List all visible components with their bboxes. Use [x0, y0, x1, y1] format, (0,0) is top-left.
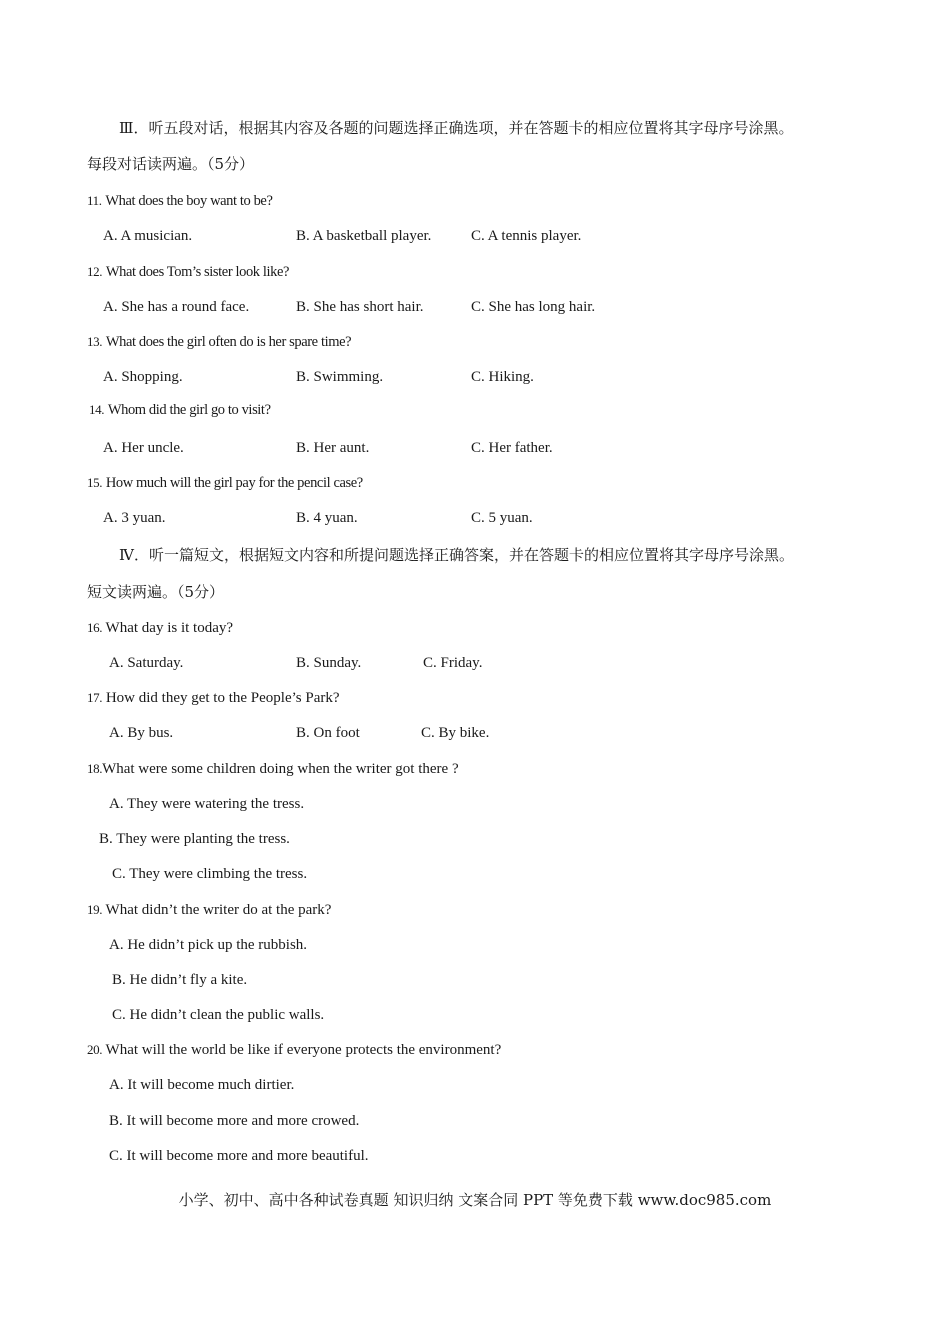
question-text: How did they get to the People’s Park? [105, 690, 340, 706]
q18-option-c: C. They were climbing the tress. [112, 866, 308, 882]
q12-option-b: B. She has short hair. [296, 299, 424, 315]
q15-option-a: A. 3 yuan. [103, 510, 166, 526]
q19-option-b: B. He didn’t fly a kite. [112, 972, 248, 988]
question-number: 18. [87, 761, 103, 776]
q20-option-a: A. It will become much dirtier. [109, 1077, 295, 1093]
question-19 [87, 900, 331, 920]
question-text: Whom did the girl go to visit? [107, 402, 271, 418]
section4-instruction-line1: Ⅳ．听一篇短文，根据短文内容和所提问题选择正确答案，并在答题卡的相应位置将其字母序号涂黑。 [119, 546, 794, 564]
question-number: 16. [87, 620, 103, 635]
question-14 [89, 400, 271, 420]
question-text: What does the girl often do is her spare time? [105, 334, 352, 350]
question-15 [87, 473, 363, 493]
question-20 [87, 1040, 501, 1060]
q17-option-b: B. On foot [296, 725, 360, 741]
question-number: 14. [89, 402, 105, 417]
question-number: 11. [87, 193, 102, 208]
q19-option-a: A. He didn’t pick up the rubbish. [109, 937, 308, 953]
q11-option-a: A. A musician. [103, 228, 193, 244]
q16-option-b: B. Sunday. [296, 655, 362, 671]
footer-watermark-text: 小学、初中、高中各种试卷真题 知识归纳 文案合同 PPT 等免费下载 www.doc985.com [178, 1191, 772, 1209]
q12-option-a: A. She has a round face. [103, 299, 250, 315]
q20-option-b: B. It will become more and more crowed. [109, 1113, 360, 1129]
section4-instruction-line2: 短文读两遍。（5分） [87, 583, 225, 601]
q12-option-c: C. She has long hair. [471, 299, 596, 315]
question-text: What didn’t the writer do at the park? [105, 902, 332, 918]
question-12 [87, 262, 289, 282]
q17-option-c: C. By bike. [421, 725, 490, 741]
q16-option-c: C. Friday. [423, 655, 483, 671]
question-text: How much will the girl pay for the pencil case? [105, 475, 363, 491]
question-11 [87, 191, 273, 211]
q14-option-a: A. Her uncle. [103, 440, 184, 456]
question-13 [87, 332, 351, 352]
q18-option-b: B. They were planting the tress. [99, 831, 290, 847]
question-number: 12. [87, 264, 103, 279]
question-number: 15. [87, 475, 103, 490]
question-18 [87, 759, 459, 779]
question-17 [87, 688, 340, 708]
question-16 [87, 618, 233, 638]
q13-option-c: C. Hiking. [471, 369, 534, 385]
q20-option-c: C. It will become more and more beautiful. [109, 1148, 369, 1164]
question-text: What day is it today? [105, 620, 234, 636]
q14-option-c: C. Her father. [471, 440, 553, 456]
q13-option-a: A. Shopping. [103, 369, 183, 385]
q18-option-a: A. They were watering the tress. [109, 796, 305, 812]
section3-instruction-line1: Ⅲ．听五段对话，根据其内容及各题的问题选择正确选项，并在答题卡的相应位置将其字母序号涂黑。 [119, 119, 794, 137]
question-text: What were some children doing when the writer got there ? [102, 761, 459, 777]
q16-option-a: A. Saturday. [109, 655, 184, 671]
q11-option-c: C. A tennis player. [471, 228, 582, 244]
section3-instruction-line2: 每段对话读两遍。（5分） [87, 155, 255, 173]
q15-option-b: B. 4 yuan. [296, 510, 358, 526]
question-number: 17. [87, 690, 103, 705]
q19-option-c: C. He didn’t clean the public walls. [112, 1007, 325, 1023]
q15-option-c: C. 5 yuan. [471, 510, 533, 526]
q14-option-b: B. Her aunt. [296, 440, 370, 456]
question-text: What does Tom’s sister look like? [105, 264, 290, 280]
q11-option-b: B. A basketball player. [296, 228, 432, 244]
question-number: 13. [87, 334, 103, 349]
question-number: 20. [87, 1042, 103, 1057]
question-text: What does the boy want to be? [105, 193, 273, 209]
question-text: What will the world be like if everyone protects the environment? [105, 1042, 502, 1058]
q17-option-a: A. By bus. [109, 725, 174, 741]
question-number: 19. [87, 902, 103, 917]
q13-option-b: B. Swimming. [296, 369, 384, 385]
